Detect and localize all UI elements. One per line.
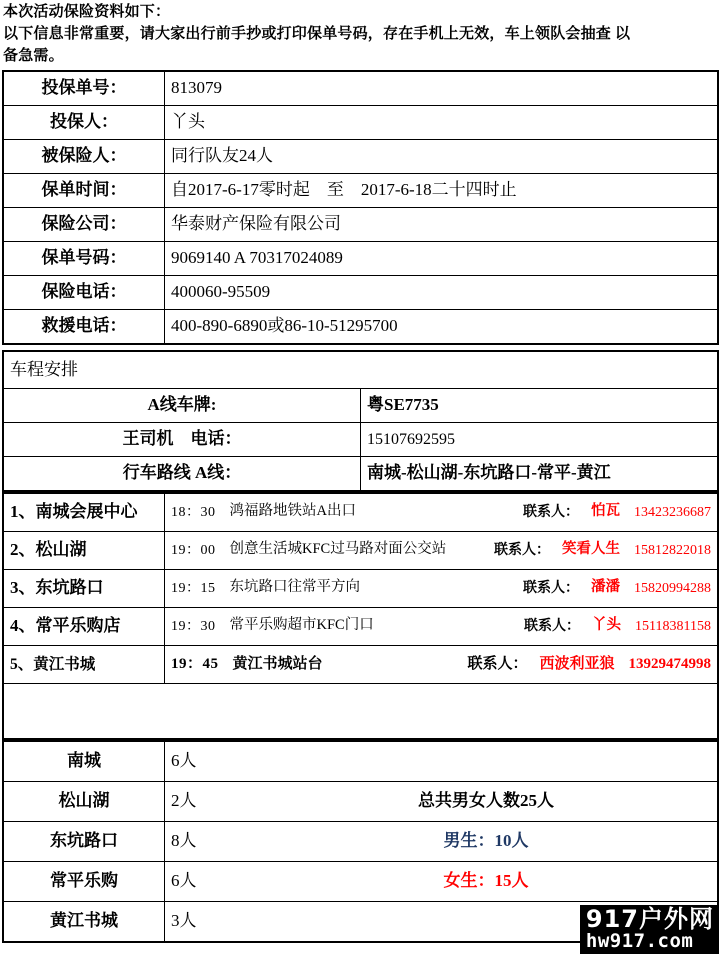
pickup-name-4: 4、常平乐购店	[3, 607, 165, 645]
pickup-time-4: 19：30	[171, 618, 216, 634]
trip-label-driver: 王司机 电话：	[3, 422, 361, 456]
table-row	[3, 645, 718, 683]
site-watermark	[580, 905, 719, 954]
headcount-place-2: 松山湖	[3, 781, 165, 821]
pickup-time-1: 18：30	[171, 504, 216, 520]
headcount-body-1	[165, 741, 719, 782]
headcount-count-1: 6人	[171, 751, 197, 771]
section-title-trip: 车程安排	[3, 351, 718, 389]
table-row	[3, 781, 718, 821]
insurance-label-policy-code: 保单号码：	[3, 241, 165, 275]
headcount-female-note: 女生：15人	[443, 871, 529, 891]
trip-label-plate: A线车牌:	[3, 388, 361, 422]
pickup-name-1: 1、南城会展中心	[3, 493, 165, 532]
headcount-place-5: 黄江书城	[3, 901, 165, 942]
table-row	[3, 241, 718, 275]
pickup-detail-2	[165, 531, 719, 569]
pickup-contact-phone-1: 13423236687	[634, 504, 711, 520]
table-row	[3, 422, 718, 456]
headcount-place-4: 常平乐购	[3, 861, 165, 901]
table-row	[3, 569, 718, 607]
pickup-name-3: 3、东坑路口	[3, 569, 165, 607]
table-row	[3, 351, 718, 389]
pickup-time-3: 19：15	[171, 580, 216, 596]
trip-value-driver-phone: 15107692595	[361, 422, 719, 456]
pickup-contact-label-5: 联系人：	[467, 656, 528, 673]
headcount-count-4: 6人	[171, 871, 197, 891]
headcount-body-4	[165, 861, 719, 901]
table-row	[3, 741, 718, 782]
insurance-label-hotline: 保险电话：	[3, 275, 165, 309]
pickup-contact-label-2: 联系人：	[494, 542, 550, 558]
trip-label-route: 行车路线 A线：	[3, 456, 361, 491]
pickup-place-5: 黄江书城站台	[232, 656, 323, 673]
table-row-spacer	[3, 683, 718, 739]
insurance-label-policyholder: 投保人：	[3, 105, 165, 139]
pickup-points-table	[2, 492, 719, 740]
insurance-label-rescue-phone: 救援电话：	[3, 309, 165, 344]
headcount-body-3	[165, 821, 719, 861]
table-row	[3, 861, 718, 901]
pickup-detail-3	[165, 569, 719, 607]
pickup-place-1: 鸿福路地铁站A出口	[229, 503, 356, 520]
headcount-place-1: 南城	[3, 741, 165, 782]
headcount-body-2	[165, 781, 719, 821]
headcount-count-5: 3人	[171, 911, 197, 931]
watermark-site-name: 917户外网	[585, 905, 714, 933]
insurance-value-policy-code: 9069140 A 70317024089	[165, 241, 719, 275]
trip-arrangement-table	[2, 350, 719, 492]
pickup-contact-phone-5: 13929474998	[628, 656, 711, 673]
table-row	[3, 105, 718, 139]
table-row	[3, 207, 718, 241]
pickup-contact-label-1: 联系人：	[523, 504, 579, 520]
intro-line-3: 备急需。	[3, 47, 64, 64]
watermark-site-url: hw917.com	[585, 930, 694, 952]
insurance-value-period: 自2017-6-17零时起 至 2017-6-18二十四时止	[165, 173, 719, 207]
insurance-value-policyholder: 丫头	[165, 105, 719, 139]
pickup-contact-name-4: 丫头	[592, 617, 622, 634]
insurance-value-hotline: 400060-95509	[165, 275, 719, 309]
pickup-name-2: 2、松山湖	[3, 531, 165, 569]
insurance-value-insured: 同行队友24人	[165, 139, 719, 173]
table-row	[3, 531, 718, 569]
pickup-place-2: 创意生活城KFC过马路对面公交站	[229, 541, 447, 558]
pickup-contact-name-1: 怕瓦	[591, 503, 620, 520]
insurance-value-rescue-phone: 400-890-6890或86-10-51295700	[165, 309, 719, 344]
pickup-name-5: 5、黄江书城	[3, 645, 165, 683]
table-row	[3, 139, 718, 173]
pickup-detail-1	[165, 493, 719, 532]
headcount-count-2: 2人	[171, 791, 197, 811]
insurance-label-policy-no: 投保单号：	[3, 71, 165, 106]
insurance-label-insured: 被保险人：	[3, 139, 165, 173]
insurance-value-company: 华泰财产保险有限公司	[165, 207, 719, 241]
pickup-contact-phone-3: 15820994288	[634, 580, 711, 596]
pickup-place-4: 常平乐购超市KFC门口	[229, 617, 374, 634]
insurance-label-period: 保单时间：	[3, 173, 165, 207]
pickup-contact-name-3: 潘潘	[591, 579, 620, 596]
pickup-detail-4	[165, 607, 719, 645]
pickup-contact-name-5: 西波利亚狼	[539, 656, 615, 673]
trip-value-plate: 粤SE7735	[361, 388, 719, 422]
pickup-time-2: 19：00	[171, 542, 216, 558]
pickup-place-3: 东坑路口往常平方向	[229, 579, 360, 596]
intro-line-2: 以下信息非常重要，请大家出行前手抄或打印保单号码，存在手机上无效，车上领队会抽查 以	[3, 26, 631, 43]
insurance-value-policy-no: 813079	[165, 71, 719, 106]
pickup-detail-5	[165, 645, 719, 683]
headcount-total-note: 总共男女人数25人	[418, 791, 554, 811]
pickup-contact-phone-4: 15118381158	[635, 618, 711, 634]
table-row	[3, 821, 718, 861]
headcount-male-note: 男生：10人	[443, 831, 529, 851]
insurance-label-company: 保险公司：	[3, 207, 165, 241]
pickup-time-5: 19：45	[171, 656, 219, 673]
intro-block	[0, 0, 722, 67]
pickup-contact-phone-2: 15812822018	[634, 542, 711, 558]
empty-spacer-row	[3, 683, 718, 739]
intro-line-1: 本次活动保险资料如下：	[3, 4, 171, 20]
table-row	[3, 456, 718, 491]
trip-value-route: 南城-松山湖-东坑路口-常平-黄江	[361, 456, 719, 491]
table-row	[3, 309, 718, 344]
table-row	[3, 173, 718, 207]
insurance-info-table	[2, 70, 719, 345]
table-row	[3, 275, 718, 309]
pickup-contact-name-2: 笑看人生	[562, 541, 620, 558]
headcount-count-3: 8人	[171, 831, 197, 851]
table-row	[3, 493, 718, 532]
table-row	[3, 607, 718, 645]
table-row	[3, 71, 718, 106]
pickup-contact-label-3: 联系人：	[523, 580, 579, 596]
pickup-contact-label-4: 联系人：	[524, 618, 581, 634]
headcount-place-3: 东坑路口	[3, 821, 165, 861]
table-row	[3, 388, 718, 422]
